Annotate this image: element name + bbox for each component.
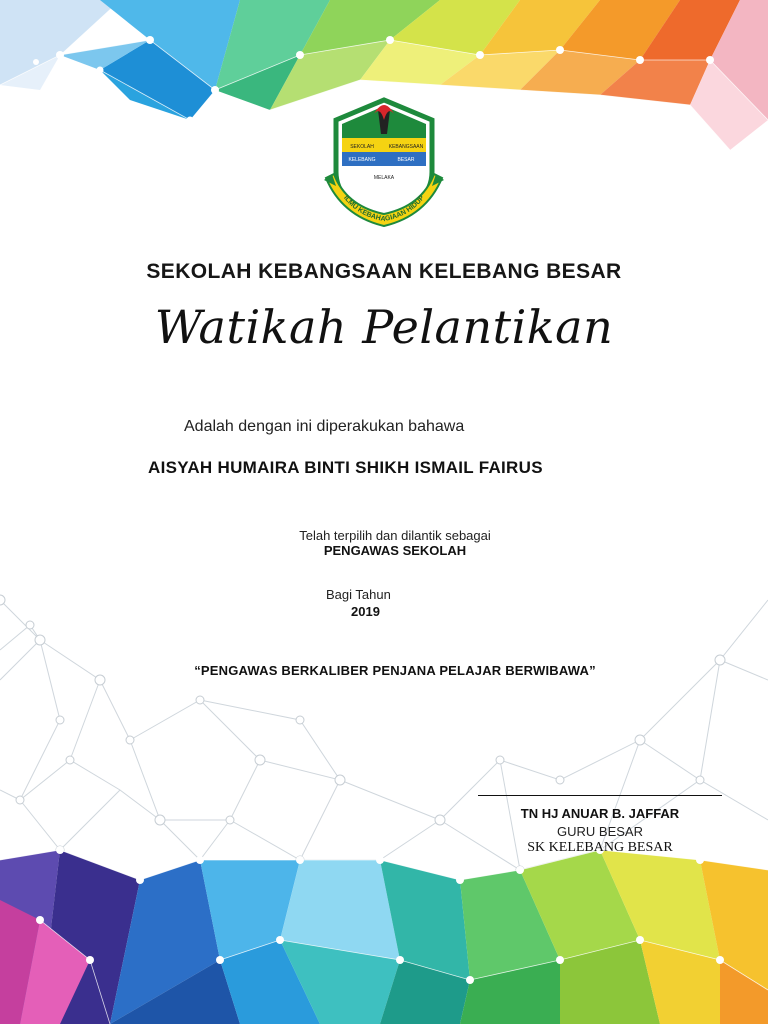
motto-quote: “PENGAWAS BERKALIBER PENJANA PELAJAR BERWIBAWA” [194,663,596,678]
crest-band-top-right: KEBANGSAAN [388,144,424,150]
crest-band-mid-right: BESAR [397,157,415,163]
year-value: 2019 [351,604,380,619]
certificate-title: Watikah Pelantikan [154,300,614,354]
recipient-name: AISYAH HUMAIRA BINTI SHIKH ISMAIL FAIRUS [148,458,543,477]
signatory-school: SK KELEBANG BESAR [527,840,673,855]
crest-band-top-left: SEKOLAH [350,144,374,150]
intro-text: Adalah dengan ini diperakukan bahawa [184,418,465,435]
crest-ribbon-motto: ILMU KEBAHAGIAAN HIDUP [342,194,426,224]
school-name: SEKOLAH KEBANGSAAN KELEBANG BESAR [146,260,622,283]
signatory-position: GURU BESAR [557,824,643,839]
school-crest-logo [322,94,446,238]
signature-line [478,795,722,796]
crest-band-mid-left: KELEBANG [348,157,376,163]
year-label: Bagi Tahun [326,587,391,602]
crest-band-low: MELAKA [373,175,395,181]
signatory-name: TN HJ ANUAR B. JAFFAR [520,806,680,821]
bottom-polygon-band [0,846,768,1024]
chosen-text: Telah terpilih dan dilantik sebagai [299,528,491,543]
appointed-role: PENGAWAS SEKOLAH [323,543,467,558]
